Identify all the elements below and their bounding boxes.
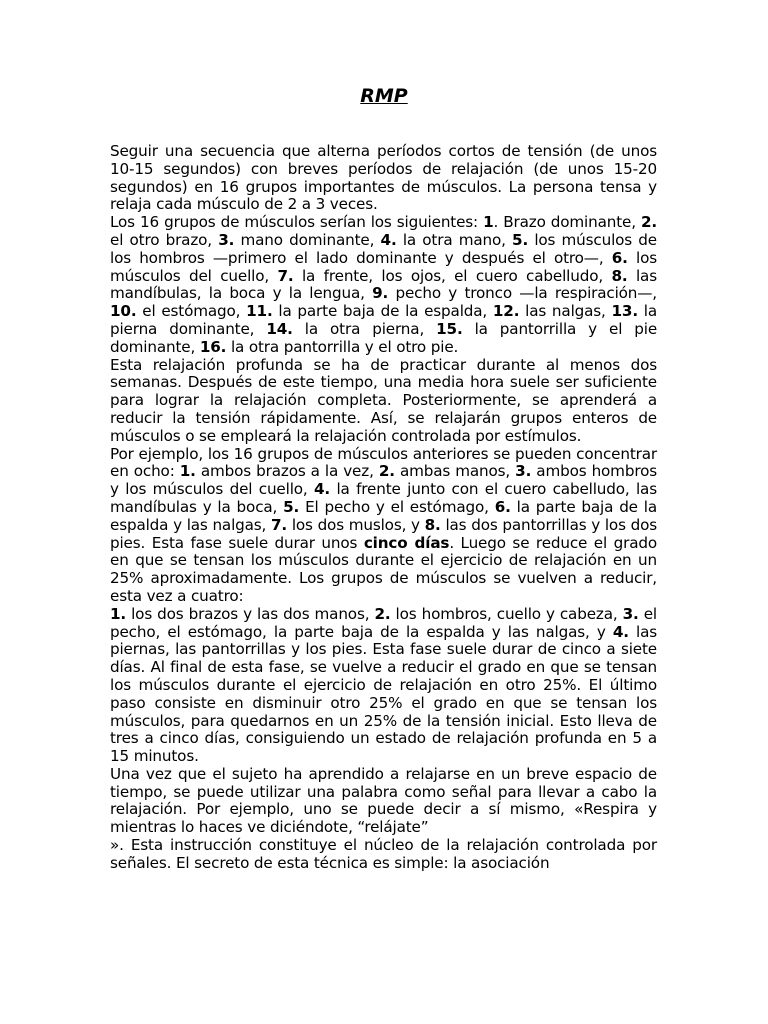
text-run: las mandíbulas, la boca y la lengua, [110, 266, 657, 303]
paragraph [110, 766, 657, 837]
text-run: Seguir una secuencia que alterna períodos cortos de tensión (de unos 10-15 segundos) con breves períodos de relajación (de unos 15-20 segundos) en 16 grupos importantes de músculos. La persona tensa y relaja cada músculo de 2 a 3 veces. [110, 142, 657, 214]
paragraph [110, 837, 657, 873]
text-run: la pierna dominante, [110, 302, 658, 338]
bold-text-run: 7. [277, 266, 294, 285]
bold-text-run: 2. [640, 213, 658, 232]
text-run: mano dominante, [234, 230, 381, 249]
text-run: los dos brazos y las dos manos, [126, 604, 375, 623]
text-run: la frente, los ojos, el cuero cabelludo, [293, 266, 612, 285]
text-run: la otra pantorrilla y el otro pie. [226, 337, 459, 356]
bold-text-run: 4. [612, 622, 629, 641]
text-run: la parte baja de la espalda, [272, 302, 493, 321]
text-run: el pecho, el estómago, la parte baja de la espalda y las nalgas, y [110, 604, 657, 641]
text-run: los dos muslos, y [287, 515, 425, 534]
paragraph [110, 606, 657, 766]
bold-text-run: 5. [512, 230, 529, 249]
text-run: la otra mano, [396, 230, 513, 249]
paragraph [110, 143, 657, 214]
bold-text-run: 6. [494, 497, 511, 516]
bold-text-run: 1 [483, 213, 494, 232]
paragraph [110, 357, 657, 446]
text-run: los músculos de los hombros —primero el lado dominante y después el otro—, [110, 230, 657, 267]
bold-text-run: 10. [110, 302, 137, 321]
bold-text-run: 3. [515, 462, 532, 481]
bold-text-run: 1. [110, 604, 127, 623]
bold-text-run: cinco días [363, 533, 450, 552]
bold-text-run: 2. [378, 462, 395, 481]
text-run: Los 16 grupos de músculos serían los siguientes: [110, 213, 484, 232]
text-run: las piernas, las pantorrillas y los pies. Esta fase suele durar de cinco a siete días. Al final de esta fase, se vuelve a reducir el grado en que se tensan los músculos durante el ejercicio de relajación en otro 25%. El último paso consiste en disminuir otro 25% el grado en que se tensan los músculos, para quedarnos en un 25% de la tensión inicial. Esto lleva de tres a cinco días, consiguiendo un estado de relajación profunda en 5 a 15 minutos. [110, 622, 658, 766]
text-run: la pantorrilla y el pie dominante, [110, 319, 658, 356]
bold-text-run: 2. [374, 604, 391, 623]
text-run: el otro brazo, [110, 230, 219, 249]
bold-text-run: 1. [179, 462, 196, 481]
text-run: las dos pantorrillas y los dos pies. Esta fase suele durar unos [110, 515, 657, 552]
text-run: . Luego se reduce el grado en que se tensan los músculos durante el ejercicio de relajación en un 25% aproximadamente. Los grupos de músculos se vuelven a reducir, esta vez a cuatro: [110, 533, 657, 605]
bold-text-run: 15. [436, 319, 463, 338]
text-run: . Brazo dominante, [493, 213, 641, 232]
text-run: pecho y tronco —la respiración—, [388, 284, 657, 303]
bold-text-run: 14. [266, 319, 293, 338]
text-run: ». Esta instrucción constituye el núcleo de la relajación controlada por señales. El secreto de esta técnica es simple: la asociación [110, 836, 657, 872]
bold-text-run: 16. [199, 337, 227, 356]
text-run: los músculos del cuello, [110, 248, 658, 285]
text-run: la otra pierna, [292, 319, 437, 338]
paragraph [110, 214, 657, 356]
bold-text-run: 9. [372, 284, 389, 303]
bold-text-run: 7. [271, 515, 288, 534]
text-run: ambos hombros y los músculos del cuello, [110, 462, 657, 499]
text-run: la parte baja de la espalda y las nalgas, [110, 497, 657, 534]
text-run: El pecho y el estómago, [299, 497, 495, 516]
bold-text-run: 11. [246, 302, 273, 321]
document-title: RMP [360, 85, 408, 107]
text-run: Por ejemplo, los 16 grupos de músculos anteriores se pueden concentrar en ocho: [110, 444, 657, 481]
text-run: Una vez que el sujeto ha aprendido a relajarse en un breve espacio de tiempo, se puede utilizar una palabra como señal para llevar a cabo la relajación. Por ejemplo, uno se puede decir a sí mismo, «Respira y mientras lo haces ve diciéndote, “relájate” [110, 764, 657, 837]
bold-text-run: 6. [611, 248, 628, 267]
text-run: Esta relajación profunda se ha de practicar durante al menos dos semanas. Después de este tiempo, una media hora suele ser suficiente para lograr la relajación completa. Posteriormente, se aprenderá a reducir la tensión rápidamente. Así, se relajarán grupos enteros de músculos o se empleará la relajación controlada por estímulos. [110, 355, 657, 445]
bold-text-run: 4. [314, 480, 331, 499]
bold-text-run: 5. [283, 497, 300, 516]
bold-text-run: 8. [611, 266, 628, 285]
bold-text-run: 4. [380, 230, 397, 249]
text-run: las nalgas, [519, 302, 612, 321]
text-run: ambas manos, [394, 462, 516, 481]
text-run: el estómago, [136, 302, 247, 321]
text-run: ambos brazos a la vez, [195, 462, 379, 481]
text-run: la frente junto con el cuero cabelludo, las mandíbulas y la boca, [110, 480, 657, 516]
bold-text-run: 8. [424, 515, 441, 534]
text-run: los hombros, cuello y cabeza, [390, 604, 623, 623]
bold-text-run: 13. [611, 302, 638, 321]
document-body [110, 143, 657, 873]
bold-text-run: 3. [218, 230, 235, 249]
bold-text-run: 3. [622, 604, 639, 623]
bold-text-run: 12. [492, 302, 520, 321]
paragraph [110, 446, 657, 606]
